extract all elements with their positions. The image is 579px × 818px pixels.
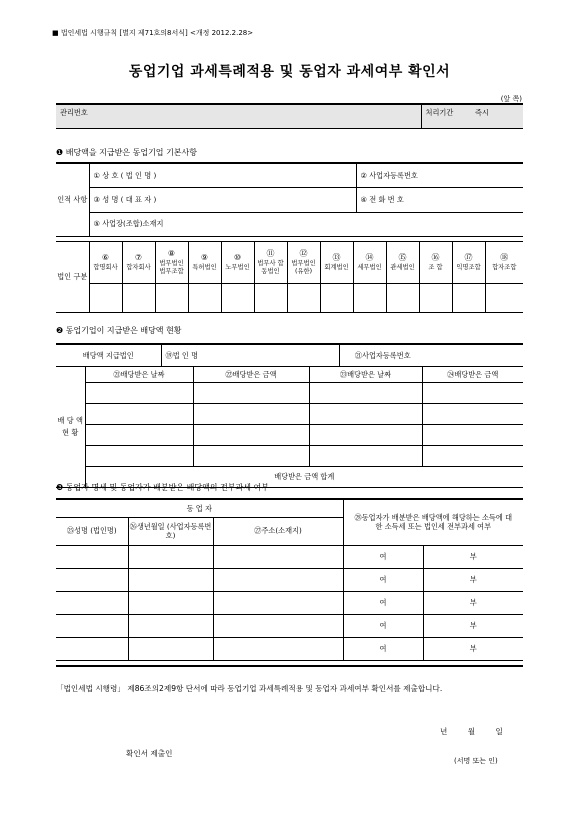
dividend-side-label: 배 당 액 현 황 (56, 367, 85, 488)
type-header-accounting-firm (320, 242, 353, 284)
col-amount2: ㉔배당받은 금액 (422, 367, 523, 383)
type-num: ⑬ (332, 253, 341, 263)
tax-status-header: ㉘동업자가 배분받은 배당액에 해당하는 소득에 대한 소득세 또는 법인세 전부과세 여부 (343, 499, 523, 545)
type-header-general-partnership (89, 242, 122, 284)
table-cell[interactable] (309, 425, 422, 446)
signature-field[interactable]: (서명 또는 인) (454, 757, 498, 765)
table-cell[interactable] (85, 446, 193, 467)
no-option[interactable]: 부 (423, 568, 523, 591)
no-option[interactable]: 부 (423, 614, 523, 637)
company-name-field[interactable]: ① 상 호 ( 법 인 명 ) (89, 163, 356, 187)
type-label: 관세법인 (390, 263, 415, 271)
address-field[interactable]: ⑤ 사업장(조합)소재지 (89, 212, 523, 236)
section1-heading: ❶ 배당액을 지급받은 동업기업 기본사항 (56, 148, 197, 157)
table-cell[interactable] (56, 591, 128, 614)
type-label: 법무법인 법무조합 (159, 259, 184, 275)
table-cell[interactable] (193, 383, 309, 404)
table-cell[interactable] (422, 383, 523, 404)
table-cell[interactable] (213, 568, 343, 591)
table-cell[interactable] (213, 545, 343, 568)
col-amount1: ㉒배당받은 금액 (193, 367, 309, 383)
table-cell[interactable] (309, 404, 422, 425)
table-cell[interactable] (213, 591, 343, 614)
type-cell[interactable] (452, 284, 485, 313)
type-num: ⑱ (500, 253, 509, 263)
page-title: 동업기업 과세특례적용 및 동업자 과세여부 확인서 (128, 64, 451, 80)
type-label: 법무사 합동법인 (257, 259, 284, 275)
type-cell[interactable] (419, 284, 452, 313)
payer-label: 배당액 지급법인 (56, 344, 161, 366)
type-cell[interactable] (386, 284, 419, 313)
type-cell[interactable] (287, 284, 320, 313)
type-cell[interactable] (89, 284, 122, 313)
type-num: ⑥ (101, 253, 110, 263)
type-cell[interactable] (221, 284, 254, 313)
section3-heading: ❸ 동업자 명세 및 동업자가 배분받은 배당액의 전부과세 여부 (56, 483, 269, 492)
type-header-association (419, 242, 452, 284)
submitter-label: 확인서 제출인 (126, 749, 173, 758)
table-cell[interactable] (128, 637, 213, 660)
type-num: ⑫ (299, 249, 308, 259)
mgmt-number-label: 관리번호 (56, 104, 166, 128)
payer-table (56, 343, 523, 367)
type-num: ⑮ (398, 253, 407, 263)
form-reference: ■ 법인세법 시행규칙 [별지 제71호의8서식] <개정 2012.2.28> (52, 29, 254, 37)
type-num: ⑨ (200, 253, 209, 263)
table-cell[interactable] (56, 637, 128, 660)
type-header-tax-firm (353, 242, 386, 284)
table-cell[interactable] (422, 425, 523, 446)
yes-option[interactable]: 여 (343, 591, 423, 614)
dividend-table (56, 366, 523, 488)
type-header-llc-law-firm (287, 242, 320, 284)
col-birth-date: ㉖생년월일 (사업자등록번호) (128, 517, 213, 545)
table-cell[interactable] (128, 568, 213, 591)
type-num: ⑯ (431, 253, 440, 263)
table-cell[interactable] (309, 383, 422, 404)
type-header-silent-partnership (452, 242, 485, 284)
table-cell[interactable] (56, 568, 128, 591)
yes-option[interactable]: 여 (343, 637, 423, 660)
type-label: 합자조합 (492, 263, 517, 271)
payer-biz-no-label: ㉑사업자등록번호 (339, 344, 426, 366)
type-label: 세무법인 (357, 263, 382, 271)
type-cell[interactable] (122, 284, 155, 313)
type-label: 조 합 (428, 263, 443, 271)
table-cell[interactable] (85, 404, 193, 425)
section2-heading: ❷ 동업기업이 지급받은 배당액 현황 (56, 326, 182, 335)
type-num: ⑩ (233, 253, 242, 263)
table-cell[interactable] (85, 383, 193, 404)
type-cell[interactable] (485, 284, 523, 313)
col-date2: ㉓배당받은 날짜 (309, 367, 422, 383)
col-address: ㉗주소(소재지) (213, 517, 343, 545)
payer-biz-no-value[interactable] (426, 344, 523, 366)
type-label: 노무법인 (225, 263, 250, 271)
table-cell[interactable] (309, 446, 422, 467)
no-option[interactable]: 부 (423, 637, 523, 660)
type-num: ⑪ (266, 249, 275, 259)
mgmt-number-value[interactable] (166, 104, 421, 128)
management-table (56, 103, 523, 129)
type-cell[interactable] (320, 284, 353, 313)
type-header-limited-partnership (122, 242, 155, 284)
type-header-law-firm (155, 242, 188, 284)
table-cell[interactable] (128, 591, 213, 614)
yes-option[interactable]: 여 (343, 545, 423, 568)
yes-option[interactable]: 여 (343, 614, 423, 637)
type-label: 특허법인 (192, 263, 217, 271)
table-cell[interactable] (56, 545, 128, 568)
processing-period-value: 즉시 (471, 104, 523, 128)
type-label: 회계법인 (324, 263, 349, 271)
type-num: ⑭ (365, 253, 374, 263)
type-label: 익명조합 (456, 263, 481, 271)
type-label: 합명회사 (93, 263, 118, 271)
type-num: ⑦ (134, 253, 143, 263)
statement-text: 「법인세법 시행령」 제86조의2제9항 단서에 따라 동업기업 과세특례적용 및 동업자 과세여부 확인서를 제출합니다. (56, 684, 443, 693)
table-cell[interactable] (193, 404, 309, 425)
date-line[interactable]: 년 월 일 (440, 727, 503, 736)
yes-option[interactable]: 여 (343, 568, 423, 591)
statement-divider (56, 665, 523, 667)
partner-header: 동 업 자 (56, 499, 343, 517)
table-cell[interactable] (128, 614, 213, 637)
corp-name-value[interactable] (221, 344, 339, 366)
type-label: 합자회사 (126, 263, 151, 271)
type-header-labor-firm (221, 242, 254, 284)
partner-table (56, 498, 523, 661)
type-num: ⑧ (167, 249, 176, 259)
col-partner-name: ㉕성명 (법인명) (56, 517, 128, 545)
col-date1: ㉑배당받은 날짜 (85, 367, 193, 383)
corp-name-label: ⑲법 인 명 (161, 344, 221, 366)
type-header-patent-firm (188, 242, 221, 284)
table-cell[interactable] (213, 614, 343, 637)
type-cell[interactable] (155, 284, 188, 313)
type-num: ⑰ (464, 253, 473, 263)
processing-period-label: 처리기간 (421, 104, 471, 128)
table-cell[interactable] (193, 425, 309, 446)
table-cell[interactable] (422, 446, 523, 467)
table-cell[interactable] (193, 446, 309, 467)
corp-type-table (56, 241, 523, 313)
section1-table (56, 162, 523, 237)
type-header-judicial-scrivener (254, 242, 287, 284)
page-side-note: (앞 쪽) (500, 95, 522, 103)
phone-field[interactable]: ④ 전 화 번 호 (356, 187, 523, 212)
dividend-total-row[interactable]: 배당받은 금액 합계 (85, 467, 523, 488)
type-label: 법무법인 (유한) (291, 259, 316, 275)
type-cell[interactable] (188, 284, 221, 313)
type-header-customs-firm (386, 242, 419, 284)
type-cell[interactable] (254, 284, 287, 313)
info-label: 인적 사항 (56, 163, 89, 236)
table-cell[interactable] (85, 425, 193, 446)
type-cell[interactable] (353, 284, 386, 313)
no-option[interactable]: 부 (423, 545, 523, 568)
no-option[interactable]: 부 (423, 591, 523, 614)
table-cell[interactable] (128, 545, 213, 568)
corp-type-label: 법인 구분 (56, 242, 89, 313)
representative-field[interactable]: ③ 성 명 ( 대 표 자 ) (89, 187, 356, 212)
type-header-limited-association (485, 242, 523, 284)
table-cell[interactable] (56, 614, 128, 637)
table-cell[interactable] (422, 404, 523, 425)
biz-reg-number-field[interactable]: ② 사업자등록번호 (356, 163, 523, 187)
table-cell[interactable] (213, 637, 343, 660)
